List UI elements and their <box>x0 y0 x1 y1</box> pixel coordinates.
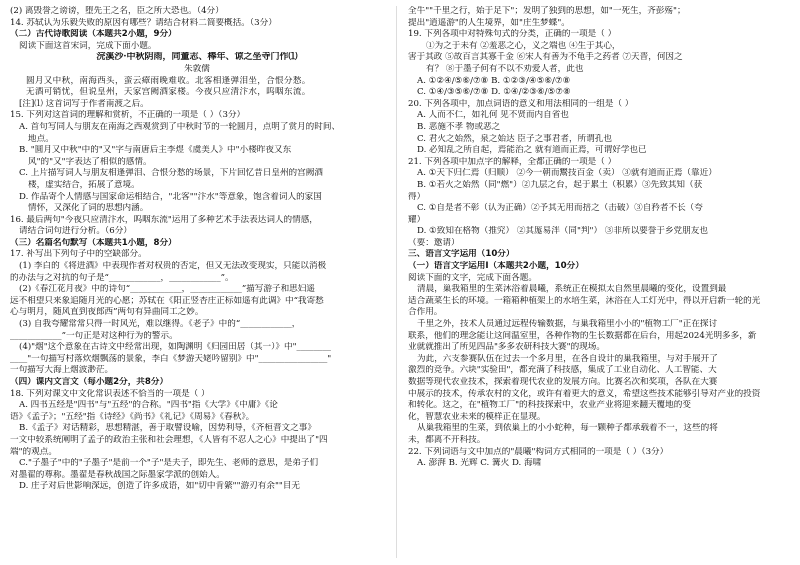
left-line: 一文中较系统阐明了孟子的政治主张和社会理想，《人皆有不忍人之心》中提出了"四 <box>10 434 328 445</box>
right-line: 业就就推出了所见四品"多多农研科技大赛"的现场。 <box>408 342 605 353</box>
right-line: （一）语言文字运用Ⅰ（本题共2小题，10分） <box>408 261 584 272</box>
right-line: 耀） <box>408 214 426 225</box>
left-line: B. "圆月又中秋"中的"又"字与南唐后主李煜《虞美人》中"小楼昨夜又东 <box>19 145 292 156</box>
left-line: （四）课内文言文（每小题2分，共8分） <box>10 377 169 387</box>
right-line: 数据等现代农业技术，探索着现代农业的发展方向。比赛名次和奖项，各队在大赛 <box>408 377 718 387</box>
left-line: B.《孟子》对话精彩，思想精湛，善于取譬设喻，因势利导，《齐桓晋文之事》 <box>19 423 316 434</box>
left-line: 一句描写大海上烟波渺茫。 <box>10 365 114 376</box>
left-line: (2) 离毁誉之谤谤，堕先王之名，臣之所大恐也。（4分） <box>10 6 224 16</box>
right-line: 提出"逍遥游"的人生境界，如"庄生梦蝶"。 <box>408 17 570 28</box>
column-divider <box>396 6 397 558</box>
left-line: 对墨翟的尊称。墨翟是春秋战国之际墨家学派的创始人。 <box>10 469 225 480</box>
left-line: 15. 下列对这首词的理解和赏析，不正确的一项是（ ）（3分） <box>10 110 246 121</box>
right-line: 20. 下列各项中，加点词语的意义和用法相同的一组是（ ） <box>408 98 634 109</box>
left-line: 圆月又中秋，南海西头，蛮云瘴雨晚难收。北客相逢弹泪坐，合恨分愁。 <box>26 75 311 86</box>
right-line: 22. 下列词语与文中加点的"晨曦"构词方式相同的一项是（ ）（3分） <box>408 446 669 457</box>
left-line: (3) 自我夸耀常常只得一时风光，难以继得。《老子》中的“____________， <box>19 319 301 330</box>
right-line: 化，智慧农业未来的模样正在显现。 <box>408 411 546 422</box>
right-line: B. ①若火之始然（同"燃"）②九层之台，起于累土（积累）③先致其知（获 <box>417 179 703 190</box>
right-line: D. ①致知在格物（推究） ②其厖易泮（同"判"） ③非所以要誉于乡党朋友也 <box>417 226 708 237</box>
left-line: 18. 下列对课文中文化常识表述不恰当的一项是（ ） <box>10 388 210 399</box>
right-line: C. ①④/③⑤⑥/⑦⑧ D. ①④/②③⑥/⑤⑦⑧ <box>417 87 571 98</box>
left-line: （二）古代诗歌阅读（本题共2小题，9分） <box>10 29 177 40</box>
left-line: 地点。 <box>28 133 54 144</box>
left-line: 无酒可销忧，但说皇州，天家宫阙酒家楼。今夜只应清汴水，呜咽东流。 <box>26 87 311 98</box>
right-line: B. 恶施不孝 物或恶之 <box>417 121 501 132</box>
right-line: 联系，他们的理念能让这间温室里，各种作物的生长数据都在后台，用起2024光明多多，新 <box>408 330 757 341</box>
right-line: 21. 下列各项中加点字的解释，全都正确的一项是（ ） <box>408 156 617 167</box>
right-line: 激烈的竞争。六块"实验田"，都充满了科技感，集成了工业自动化、人工智能、大 <box>408 365 717 376</box>
left-line: C. 上片描写词人与朋友相逢弹泪、合恨分愁的场景，下片回忆昔日皇州的宫阙酒 <box>19 168 323 179</box>
left-line: (1) 李白的《将进酒》中表现作者对权贵的否定，但又无法改变现实，只能以消极 <box>19 261 327 272</box>
left-line: 楼，虚实结合，拓展了意境。 <box>28 179 140 190</box>
left-line: (2)《春江花月夜》中的诗句“____________，____________”描写游子和思妇遥 <box>19 284 315 295</box>
left-line: 请结合词句进行分析。（6分） <box>19 226 132 237</box>
left-line: 的办法与之对抗的句子是“____________，____________”。 <box>10 272 234 283</box>
right-line: D. 必知乱之所自起，焉能治之 就有道而正焉，可谓好学也已 <box>417 145 647 156</box>
left-line: 远不相望只来象追随月光的心愿；苏轼在《阳正竖杏庄正标如遥有此调》中“我寄愁 <box>10 295 324 306</box>
left-line: A. 四书五经是"四书"与"五经"的合称。"四书"指《大学》《中庸》《论 <box>19 400 278 411</box>
left-line: 语》《孟子》；"五经"指《诗经》《尚书》《礼记》《周易》《春秋》。 <box>10 411 255 422</box>
left-line: ____________”一句正是对这种行为的警示。 <box>10 330 178 341</box>
left-line: ____"一句描写村落炊烟飘荡的景象，李白《梦游天姥吟留别》中"________________" <box>10 353 332 364</box>
right-column <box>408 6 782 470</box>
right-line: A. 人而不仁，如礼何 见不贤而内自省也 <box>417 110 569 121</box>
left-line: （三）名篇名句默写（本题共1小题，8分） <box>10 237 177 248</box>
right-line: C. ①自是者不彰（认为正确）②予其无用而掊之（击破）③自矜者不长（夸 <box>417 203 703 214</box>
right-line: 合作用。 <box>408 307 443 318</box>
right-line: 千里之外，技术人员通过远程传输数据，与巢我箱里小小的"植物工厂"正在探讨 <box>417 319 718 330</box>
left-line: 阅读下面这首宋词，完成下面小题。 <box>19 40 157 51</box>
right-line: 从巢我箱里的生菜，到依巢上的小小蛇种，每一颗种子都承载着不一，这些的将 <box>417 423 718 434</box>
right-line: 为此，六支参赛队伍在过去一个多月里，在各自设计的巢我箱里，与对手展开了 <box>417 353 718 364</box>
right-line: 有？ ⑧于墨子何有不以不劝爱人者，此也 <box>426 63 584 74</box>
left-line: A. 首句写同人与朋友在南海之西观赏到了中秋时节的一轮圆月，点明了赏月的时间、 <box>19 121 341 132</box>
left-line: 17. 补写出下列句子中的空缺部分。 <box>10 249 147 260</box>
left-line: 情怀，又深化了词的思想内涵。 <box>28 203 149 214</box>
right-line: A. 澎湃 B. 光辉 C. 篝火 D. 海啸 <box>417 458 542 469</box>
left-line: [注]⑴ 这首词写于作者南渡之后。 <box>19 98 149 109</box>
right-line: A. ①②④/⑤⑥/⑦⑧ B. ①②③/④⑤⑥/⑦⑧ <box>417 75 571 86</box>
right-line: 害于其政 ⑤故百言其寡千金 ⑥宋人有善为不龟手之药者 ⑦天晋，何因之 <box>408 52 683 63</box>
right-line: 三、语言文字运用（10分） <box>408 249 515 260</box>
left-line: 14. 苏轼认为乐毅失败的原因有哪些？请结合材料二简要概括。（3分） <box>10 17 277 28</box>
left-line: 朱敦儒 <box>184 63 210 74</box>
left-line: (4)"烟"这个意象在古诗文中经常出现，如陶渊明《归园田居（其一）》中"________ <box>19 342 331 353</box>
left-line: C."子墨子"中的"子墨子"是前一个"子"是夫子，即先生、老师的意思，是弟子们 <box>19 458 319 469</box>
right-line: 未，都离不开科技。 <box>408 434 486 445</box>
right-line: A. ①天下归仁焉（归顺） ②今一朝而鬻技百金（卖） ③就有道而正焉（靠近） <box>417 168 717 179</box>
left-line: 风"的"又"字表达了相似的感情。 <box>28 156 152 167</box>
right-line: 得） <box>408 191 426 202</box>
right-line: C. 君火之始然，泉之始达 臣子之事君者，所谓孔也 <box>417 133 612 144</box>
right-line: 19. 下列各项中对特殊句式的分类，正确的一项是（ ） <box>408 29 617 40</box>
left-column <box>10 6 384 493</box>
left-line: 心与明月，随风直到夜郎西”两句有异曲同工之妙。 <box>10 307 204 318</box>
left-line: 16. 最后两句"今夜只应清汴水，呜咽东流"运用了多种艺术手法表达词人的情感， <box>10 214 318 225</box>
left-line: 端"的观点。 <box>10 446 57 457</box>
left-line: D. 作品寄个人情感与国家命运相结合，"北客""汴水"等意象，饱含着词人的家国 <box>19 191 322 202</box>
right-line: （要：邀请） <box>408 237 460 248</box>
right-line: 和转化。这之，在"植物工厂"的科技探索中，农业产业将迎来翻天覆地的变 <box>408 400 691 411</box>
right-line: 阅读下面的文字，完成下面各题。 <box>408 272 537 283</box>
right-line: 适合蔬菜生长的环境。一箱箱种植架上的水培生菜，沐浴在人工灯光中，得以开启新一轮的光 <box>408 295 761 306</box>
left-line: 浣溪沙·中秋阴雨，同董志、棒年、谅之坐寺门作⑴ <box>96 52 298 63</box>
right-line: 全牛""千里之行，始于足下"；发明了独到的思想，如"一死生，齐彭殇"； <box>408 6 686 16</box>
right-line: ①为之于未有 ②羞恶之心，义之端也 ④生于其心， <box>426 40 621 51</box>
left-line: D. 庄子对后世影响深远，创造了许多成语，如"切中肯綮""游刃有余""目无 <box>19 481 301 492</box>
right-line: 中展示的技术，传承农村的文化，或许有着更大的意义，希望这些技术能够引导对产业的投资 <box>408 388 761 399</box>
right-line: 清晨，巢我箱里的生菜沐浴着晨曦，系统正在模拟太自然里晨曦的变化，设置到最 <box>417 284 727 295</box>
